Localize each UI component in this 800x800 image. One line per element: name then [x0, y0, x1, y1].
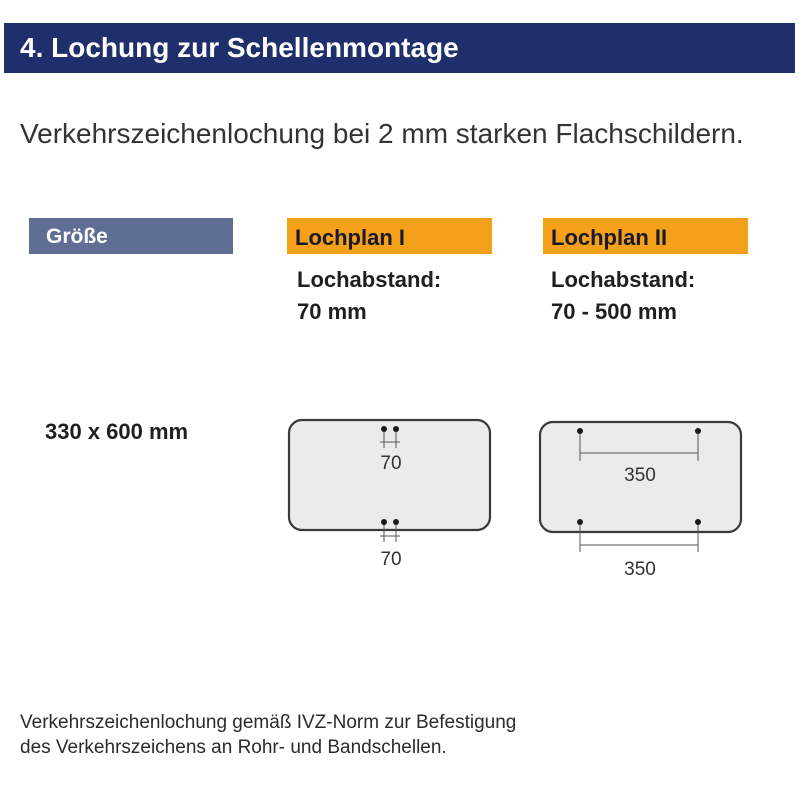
plan2-spacing-value: 70 - 500 mm	[551, 299, 677, 324]
plan1-top-dimension-label: 70	[380, 453, 402, 474]
plan2-hole-top-left	[577, 428, 583, 434]
plan1-sign-outline	[289, 420, 490, 530]
plan1-spacing-label: Lochabstand:	[297, 267, 442, 292]
section-title: 4. Lochung zur Schellenmontage	[20, 32, 459, 63]
plan2-column-header-label: Lochplan II	[551, 225, 668, 250]
plan1-spacing-value: 70 mm	[297, 299, 367, 324]
plan1-hole-top-right	[393, 426, 399, 432]
size-column-header-label: Größe	[46, 225, 108, 248]
plan2-hole-top-right	[695, 428, 701, 434]
plan1-column-header-label: Lochplan I	[295, 225, 405, 250]
intro-text: Verkehrszeichenlochung bei 2 mm starken Flachschildern.	[20, 118, 744, 149]
plan1-diagram	[289, 420, 490, 570]
plan1-hole-bottom-left	[381, 519, 387, 525]
plan2-bottom-dimension-label: 350	[624, 559, 656, 580]
plan2-top-dimension-label: 350	[624, 465, 656, 486]
plan1-hole-bottom-right	[393, 519, 399, 525]
plan2-spacing-label: Lochabstand:	[551, 267, 696, 292]
plan1-hole-top-left	[381, 426, 387, 432]
footer-line-2: des Verkehrszeichens an Rohr- und Bandschellen.	[20, 737, 447, 758]
footer-line-1: Verkehrszeichenlochung gemäß IVZ-Norm zur Befestigung	[20, 712, 517, 733]
plan2-diagram	[540, 422, 741, 580]
footer-note	[20, 710, 516, 760]
plan2-hole-bottom-right	[695, 519, 701, 525]
row-size-value: 330 x 600 mm	[45, 419, 189, 444]
plan1-bottom-dimension-label: 70	[380, 549, 402, 570]
plan2-hole-bottom-left	[577, 519, 583, 525]
